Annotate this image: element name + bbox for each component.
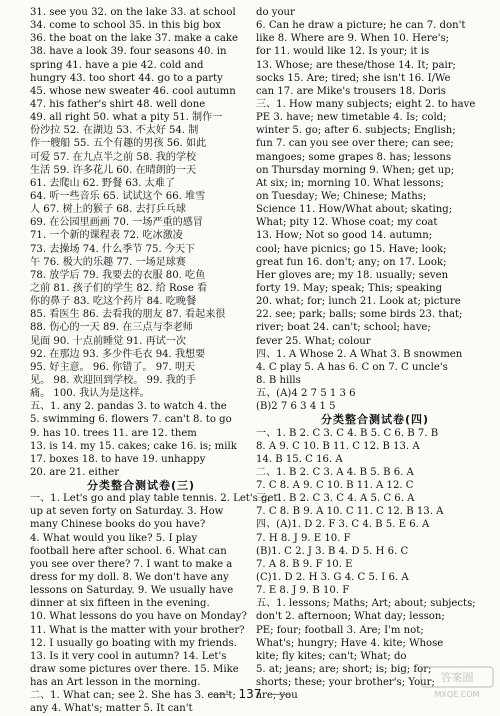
answer-line: 7. C 8. A 9. C 10. B 11. A 12. C: [256, 480, 414, 492]
answer-line: 7. E 8. J 9. B 10. F: [256, 585, 350, 597]
answer-line: winter 5. go; after 6. subjects; English;: [256, 125, 456, 137]
answer-line: What; pity 12. Whose coat; my coat: [256, 217, 438, 229]
answer-line: 10. What lessons do you have on Monday?: [30, 611, 247, 623]
answer-line: What's; hungry; Have 4. kite; Whose: [256, 637, 444, 649]
answer-line: 47. his father's shirt 48. well done: [30, 98, 206, 110]
answer-line: fever 25. What; colour: [256, 335, 371, 347]
answer-line: for 11. would like 12. Is your; it is: [256, 46, 430, 58]
answer-line: (C)1. D 2. H 3. G 4. C 5. I 6. A: [256, 572, 409, 584]
answer-line: 45. whose new sweater 46. cool autumn: [30, 85, 236, 97]
answer-line: draw some pictures over there. 15. Mike: [30, 664, 239, 676]
answer-line: 见面 90. 十点前睡觉 91. 再试一次: [30, 335, 186, 347]
answer-line: At six; in; morning 10. What lessons;: [256, 177, 444, 189]
answer-line: 85. 看医生 86. 去看我的朋友 87. 看起来很: [30, 309, 226, 321]
section-heading: 分类整合测试卷(三): [86, 479, 196, 493]
answer-line: fun 7. can you see over there; can see;: [256, 138, 454, 150]
answer-line: hungry 43. too short 44. go to a party: [30, 72, 223, 84]
answer-line: 11. What is the matter with your brother?: [30, 624, 245, 636]
svg-text:答案圈: 答案圈: [440, 671, 474, 684]
answer-line: PE 3. have; new timetable 4. Is; cold;: [256, 112, 447, 124]
answer-line: 13. Whose; are these/those 14. It; pair;: [256, 59, 456, 71]
answer-line: 13. is 14. my 15. cakes; cake 16. is; milk: [30, 440, 237, 452]
answer-line: up at seven forty on Saturday. 3. How: [30, 506, 224, 518]
right-column: [256, 6, 494, 702]
answer-line: PE; four; football 3. Are; I'm not;: [256, 624, 424, 636]
answer-line: 95. 好主意。 96. 你错了。 97. 明天: [30, 361, 196, 373]
answer-line: 14. B 15. C 16. A: [256, 453, 343, 465]
answer-line: 9. has 10. trees 11. are 12. them: [30, 427, 197, 439]
answer-line: 作一艘船 55. 五个有趣的男孩 56. 如此: [30, 138, 207, 150]
answer-line: (B)1. C 2. J 3. B 4. D 5. H 6. C: [256, 545, 409, 557]
answer-line: 四、1. A Whose 2. A What 3. B snowmen: [256, 348, 463, 360]
answer-line: socks 15. Are; tired; she isn't 16. I/We: [256, 72, 451, 84]
answer-line: 7. C 8. B 9. A 10. C 11. C 12. B 13. A: [256, 506, 444, 518]
answer-line: on Thursday morning 9. When; get up;: [256, 164, 455, 176]
answer-line: 痛。 100. 我认为是这样。: [30, 388, 150, 400]
answer-line: 四、(A)1. D 2. F 3. C 4. B 5. E 6. A: [256, 519, 430, 531]
answer-line: 4. What would you like? 5. I play: [30, 532, 198, 544]
answer-line: forty 19. May; speak; This; speaking: [256, 282, 443, 294]
answer-line: 78. 放学后 79. 我要去的衣服 80. 吃鱼: [30, 269, 206, 281]
answer-line: 午 76. 极大的乐趣 77. 一场足球赛: [30, 256, 186, 268]
answer-line: 三、1. B 2. C 3. C 4. A 5. C 6. A: [256, 493, 415, 505]
answer-line: 13. Is it very cool in autumn? 14. Let's: [30, 650, 227, 662]
answer-line: 22. see; park; balls; some birds 23. that;: [256, 309, 463, 321]
answer-line: 人 67. 树上的猴子 68. 去打乒乓球: [30, 204, 186, 216]
answer-line: 34. come to school 35. in this big box: [30, 20, 221, 32]
answer-line: 31. see you 32. on the lake 33. at school: [30, 7, 236, 18]
page-number-right-rule: [269, 694, 291, 695]
answer-line: Her gloves are; my 18. usually; seven: [256, 269, 449, 281]
answer-line: 6. Can he draw a picture; he can 7. don't: [256, 20, 466, 32]
answer-line: 69. 在公园里画画 70. 一场严重的感冒: [30, 217, 203, 229]
answer-line: 88. 伤心的一天 89. 在三点与李老师: [30, 322, 193, 334]
answer-line: 生活 59. 许多花儿 60. 在晴朗的一天: [30, 164, 197, 176]
answer-line: Science 11. How/What about; skating;: [256, 204, 453, 216]
answer-line: mangoes; some grapes 8. has; lessons: [256, 151, 451, 163]
section-heading: 分类整合测试卷(四): [320, 413, 430, 427]
answer-line: 8. B hills: [256, 374, 301, 386]
answer-line: 71. 一个新的课程表 72. 吃冰激凌: [30, 230, 183, 242]
answer-line: 20. what; for; lunch 21. Look at; picture: [256, 296, 461, 308]
answer-line: 12. I usually go boating with my friends.: [30, 637, 238, 649]
answer-line: shorts; these; your brother's; Your;: [256, 677, 435, 689]
answer-line: 92. 在那边 93. 多少件毛衣 94. 我想要: [30, 348, 206, 360]
answer-line: 73. 去操场 74. 什么季节 75. 今天下: [30, 243, 196, 255]
answer-line: 五、(A)4 2 7 5 1 3 6: [256, 388, 356, 400]
answer-line: 36. the boat on the lake 37. make a cake: [30, 33, 239, 45]
answer-line: 20. are 21. either: [30, 466, 120, 478]
answer-line: 二、1. What can; see 2. She has 3. can't;: [30, 690, 236, 702]
answer-line: (B)2 7 6 3 4 1 5: [256, 401, 336, 413]
answer-line: any 4. What's; matter 5. It can't: [30, 703, 193, 715]
answer-line: don't 2. afternoon; What day; lesson;: [256, 611, 445, 623]
answer-line: 五、1. any 2. pandas 3. to watch 4. the: [30, 401, 227, 413]
answer-line: 7. A 8. B 9. F 10. E: [256, 558, 353, 570]
answer-line: lessons on Saturday. 9. We usually have: [30, 585, 234, 597]
answer-line: many Chinese books do you have?: [30, 519, 206, 531]
answer-line: 13. How; Not so good 14. autumn;: [256, 230, 433, 242]
answer-line: do your: [256, 7, 295, 18]
answer-line: spring 41. have a pie 42. cold and: [30, 59, 204, 71]
answer-line: 五、1. lessons; Maths; Art; about; subjects;: [256, 598, 476, 610]
answer-line: football here after school. 6. What can: [30, 545, 227, 557]
answer-line: like 8. Where are 9. When 10. Here's;: [256, 33, 450, 45]
answer-line: 4. C play 5. A has 6. C on 7. C uncle's: [256, 361, 448, 373]
answer-line: has an Art lesson in the morning.: [30, 677, 201, 689]
answer-line: 7. H 8. J 9. E 10. F: [256, 532, 351, 544]
answer-line: 可爱 57. 在九点半之前 58. 我的学校: [30, 151, 197, 163]
page-number-left-rule: [209, 694, 231, 695]
answer-line: 49. all right 50. what a pity 51. 制作一: [30, 112, 223, 124]
answer-line: 三、1. How many subjects; eight 2. to have: [256, 98, 476, 110]
answer-line: 你的鼻子 83. 吃这个药片 84. 吃晚餐: [30, 296, 197, 308]
answer-line: 二、1. B 2. C 3. A 4. B 5. B 6. A: [256, 466, 414, 478]
answer-line: 一、1. B 2. C 3. C 4. B 5. C 6. B 7. B: [256, 427, 439, 439]
answer-line: 5. swimming 6. flowers 7. can't 8. to go: [30, 414, 232, 426]
page-number-text: 137: [238, 687, 262, 701]
answer-line: dinner at six fifteen in the evening.: [30, 598, 210, 610]
answer-line: kite; fly kites; can't; What; do: [256, 650, 407, 662]
answer-line: 份沙拉 52. 在湖边 53. 不太好 54. 制: [30, 125, 199, 137]
answer-line: 17. boxes 18. to have 19. unhappy: [30, 453, 206, 465]
watermark-logo-icon: [420, 666, 494, 700]
answer-line: are; you: [256, 690, 298, 702]
answer-line: on Tuesday; We; Chinese; Maths;: [256, 190, 427, 202]
answer-line: cool; have picnics; go 15. Have; look;: [256, 243, 447, 255]
answer-line: can 17. are Mike's trousers 18. Doris: [256, 85, 446, 97]
answer-line: 之前 81. 孩子们的学生 82. 给 Rose 看: [30, 282, 208, 294]
answer-line: great fun 16. don't; any; on 17. Look;: [256, 256, 447, 268]
answer-line: 64. 听一些音乐 65. 试试这个 66. 堆雪: [30, 190, 206, 202]
answer-line: dress for my doll. 8. We don't have any: [30, 572, 229, 584]
answer-line: 38. have a look 39. four seasons 40. in: [30, 46, 227, 58]
answer-line: 5. at; jeans; are; short; is; big; for;: [256, 664, 432, 676]
answer-line: 一、1. Let's go and play table tennis. 2. Let's get: [30, 493, 278, 505]
svg-text:MXQE.COM: MXQE.COM: [434, 690, 480, 699]
answer-line: 8. A 9. C 10. B 11. C 12. B 13. A: [256, 440, 420, 452]
answer-line: you see over there? 7. I want to make a: [30, 558, 233, 570]
answer-line: 见。 98. 欢迎回到学校。 99. 我的手: [30, 374, 197, 386]
answer-line: river; boat 24. can't; school; have;: [256, 322, 431, 334]
answer-line: 61. 去爬山 62. 野餐 63. 太难了: [30, 177, 175, 189]
